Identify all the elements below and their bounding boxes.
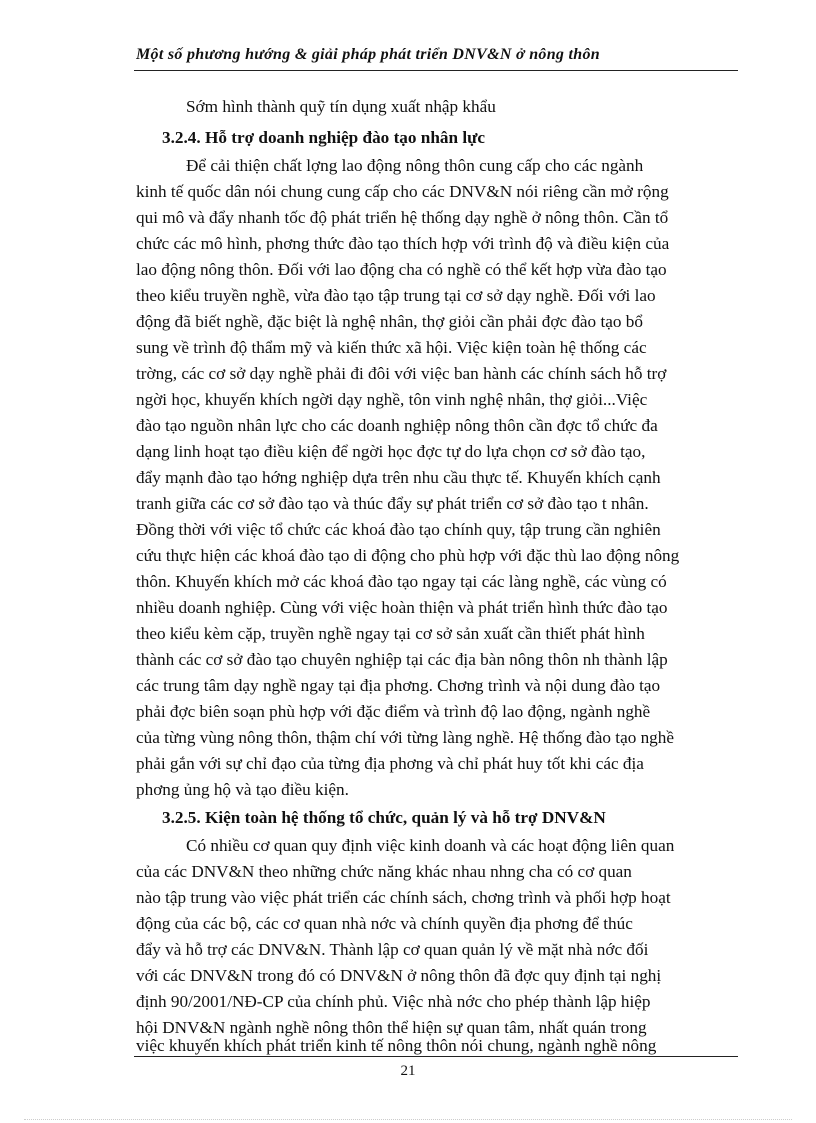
paragraph-line: tranh giữa các cơ sở đào tạo và thúc đẩy sự phát triển cơ sở đào tạo t nhân.: [136, 494, 649, 513]
paragraph-line: kinh tế quốc dân nói chung cung cấp cho các DNV&N nói riêng cần mở rộng: [136, 182, 669, 201]
paragraph-line: nhiều doanh nghiệp. Cùng với việc hoàn thiện và phát triển hình thức đào tạo: [136, 598, 668, 617]
paragraph-line: của các DNV&N theo những chức năng khác nhau nhng cha có cơ quan: [136, 862, 632, 881]
section-heading-3-2-5: 3.2.5. Kiện toàn hệ thống tổ chức, quản lý và hỗ trợ DNV&N: [162, 808, 606, 827]
paragraph-line: phải đợc biên soạn phù hợp với đặc điểm và trình độ lao động, ngành nghề: [136, 702, 651, 721]
paragraph-line: đẩy và hỗ trợ các DNV&N. Thành lập cơ quan quản lý về mặt nhà nớc đối: [136, 940, 649, 959]
paragraph-line: hội DNV&N ngành nghề nông thôn thể hiện sự quan tâm, nhất quán trong: [136, 1018, 647, 1037]
footer-rule: [134, 1056, 738, 1057]
paragraph-line: theo kiểu truyền nghề, vừa đào tạo tập trung tại cơ sở dạy nghề. Đối với lao: [136, 286, 656, 305]
paragraph-line: với các DNV&N trong đó có DNV&N ở nông thôn đã đợc quy định tại nghị: [136, 966, 662, 985]
paragraph-line: thành các cơ sở đào tạo chuyên nghiệp tại các địa bàn nông thôn nh thành lập: [136, 650, 668, 669]
running-header: Một số phương hướng & giải pháp phát triển DNV&N ở nông thôn: [136, 46, 600, 63]
paragraph-line: định 90/2001/NĐ-CP của chính phủ. Việc nhà nớc cho phép thành lập hiệp: [136, 992, 651, 1011]
paragraph-line: Có nhiều cơ quan quy định việc kinh doanh và các hoạt động liên quan: [186, 836, 675, 855]
header-rule: [134, 70, 738, 71]
page-number: 21: [400, 1063, 416, 1079]
paragraph-line: đào tạo nguồn nhân lực cho các doanh nghiệp nông thôn cần đợc tổ chức đa: [136, 416, 658, 435]
paragraph-line: động đã biết nghề, đặc biệt là nghệ nhân, thợ giỏi cần phải đợc đào tạo bổ: [136, 312, 643, 331]
paragraph-line: chức các mô hình, phơng thức đào tạo thích hợp với trình độ và điều kiện của: [136, 234, 670, 253]
paragraph-line: qui mô và đẩy nhanh tốc độ phát triển hệ thống dạy nghề ở nông thôn. Cần tổ: [136, 208, 669, 227]
section-heading-3-2-4: 3.2.4. Hỗ trợ doanh nghiệp đào tạo nhân lực: [162, 128, 486, 147]
paragraph-line: Để cải thiện chất lợng lao động nông thôn cung cấp cho các ngành: [186, 156, 644, 175]
paragraph-line: ngời học, khuyến khích ngời dạy nghề, tôn vinh nghệ nhân, thợ giỏi...Việc: [136, 390, 648, 409]
paragraph-line: động của các bộ, các cơ quan nhà nớc và chính quyền địa phơng để thúc: [136, 914, 633, 933]
paragraph-line: các trung tâm dạy nghề ngay tại địa phơng. Chơng trình và nội dung đào tạo: [136, 676, 661, 695]
paragraph-line: của từng vùng nông thôn, thậm chí với từng làng nghề. Hệ thống đào tạo nghề: [136, 728, 674, 747]
paragraph-line: việc khuyến khích phát triển kinh tế nông thôn nói chung, ngành nghề nông: [136, 1036, 657, 1055]
paragraph-line: phải gắn với sự chỉ đạo của từng địa phơng và chỉ phát huy tốt khi các địa: [136, 754, 644, 773]
intro-line: Sớm hình thành quỹ tín dụng xuất nhập khẩu: [186, 97, 496, 116]
paragraph-line: cứu thực hiện các khoá đào tạo di động cho phù hợp với đặc thù lao động nông: [136, 546, 680, 565]
page-edge-dotted-line: [24, 1119, 792, 1120]
paragraph-line: phơng ủng hộ và tạo điều kiện.: [136, 780, 349, 799]
paragraph-line: nào tập trung vào việc phát triển các chính sách, chơng trình và phối hợp hoạt: [136, 888, 671, 907]
paragraph-line: đẩy mạnh đào tạo hớng nghiệp dựa trên nhu cầu thực tế. Khuyến khích cạnh: [136, 468, 661, 487]
paragraph-line: dạng linh hoạt tạo điều kiện để ngời học đợc tự do lựa chọn cơ sở đào tạo,: [136, 442, 646, 461]
paragraph-line: theo kiểu kèm cặp, truyền nghề ngay tại cơ sở sản xuất cần thiết phát hình: [136, 624, 645, 643]
paragraph-line: sung về trình độ thẩm mỹ và kiến thức xã hội. Việc kiện toàn hệ thống các: [136, 338, 647, 357]
paragraph-line: trờng, các cơ sở dạy nghề phải đi đôi với việc ban hành các chính sách hỗ trợ: [136, 364, 667, 383]
paragraph-line: thôn. Khuyến khích mở các khoá đào tạo ngay tại các làng nghề, các vùng có: [136, 572, 667, 591]
paragraph-line: Đồng thời với việc tổ chức các khoá đào tạo chính quy, tập trung cần nghiên: [136, 520, 661, 539]
paragraph-line: lao động nông thôn. Đối với lao động cha có nghề có thể kết hợp vừa đào tạo: [136, 260, 667, 279]
